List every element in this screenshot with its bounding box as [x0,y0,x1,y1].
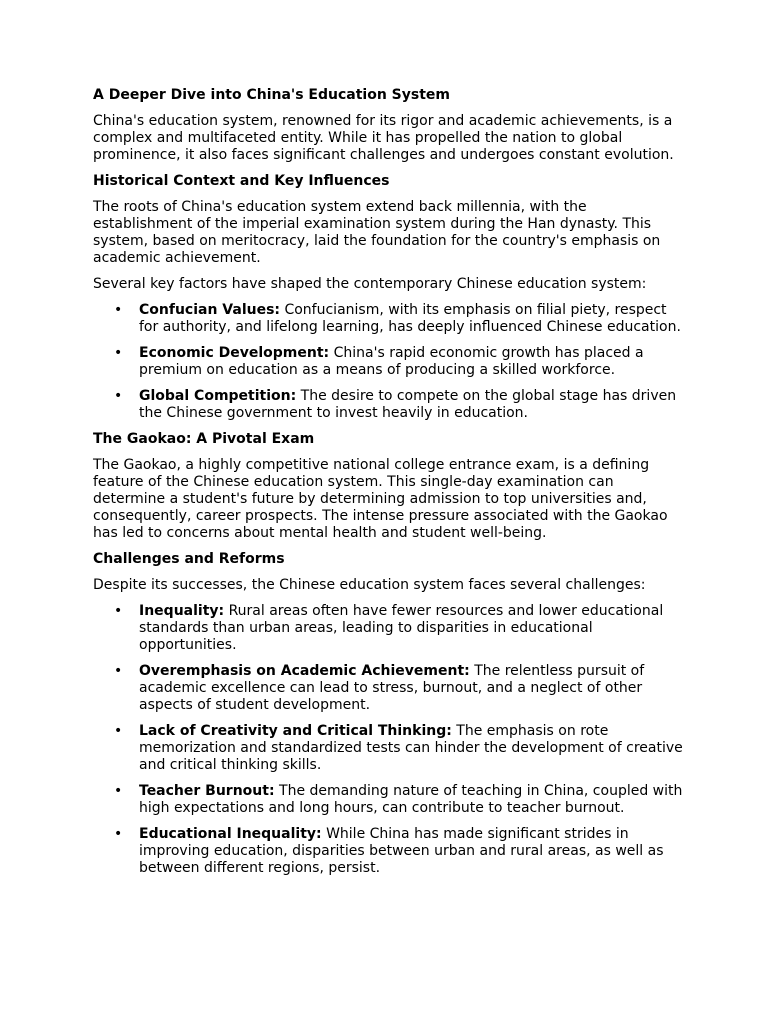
list-item [114,603,683,654]
bullet-icon: • [114,723,123,739]
list-item [114,783,683,817]
list-item-term: Confucian Values: [139,302,281,318]
list-item [114,388,683,422]
list-item-term: Global Competition: [139,388,297,404]
bullet-icon: • [114,783,123,799]
history-lead: Several key factors have shaped the contemporary Chinese education system: [93,276,647,292]
document-title: A Deeper Dive into China's Education System [93,87,450,103]
bullet-icon: • [114,603,123,619]
list-item-term: Overemphasis on Academic Achievement: [139,663,470,679]
list-item-text: China's rapid economic growth has placed a premium on education as a means of producing a skilled workforce. [139,345,644,378]
bullet-icon: • [114,663,123,679]
gaokao-heading: The Gaokao: A Pivotal Exam [93,431,315,447]
list-item-text: The relentless pursuit of academic excellence can lead to stress, burnout, and a neglect of other aspects of student development. [139,663,645,713]
list-item-text: The demanding nature of teaching in China, coupled with high expectations and long hours, can contribute to teacher burnout. [139,783,683,816]
list-item [114,723,683,774]
list-item [114,663,683,714]
bullet-icon: • [114,302,123,318]
intro-paragraph: China's education system, renowned for its rigor and academic achievements, is a complex and multifaceted entity. While it has propelled the nation to global prominence, it also faces significant challenges and undergoes constant evolution. [93,113,674,163]
list-item-text: While China has made significant strides in improving education, disparities between urban and rural areas, as well as between different regions, persist. [139,826,664,876]
list-item-text: Confucianism, with its emphasis on filial piety, respect for authority, and lifelong learning, has deeply influenced Chinese education. [139,302,681,335]
list-item-term: Educational Inequality: [139,826,322,842]
document-body [93,87,683,886]
history-paragraph: The roots of China's education system extend back millennia, with the establishment of the imperial examination system during the Han dynasty. This system, based on meritocracy, laid the foundation for the country's emphasis on academic achievement. [93,199,661,266]
challenges-heading: Challenges and Reforms [93,551,285,567]
list-item-text: Rural areas often have fewer resources and lower educational standards than urban areas, leading to disparities in educational opportunities. [139,603,664,653]
list-item-term: Lack of Creativity and Critical Thinking: [139,723,452,739]
list-item [114,345,683,379]
gaokao-paragraph: The Gaokao, a highly competitive national college entrance exam, is a defining feature of the Chinese education system. This single-day examination can determine a student's future by determining admission to top universities and, consequently, career prospects. The intense pressure associated with the Gaokao has led to concerns about mental health and student well-being. [93,457,668,541]
history-heading: Historical Context and Key Influences [93,173,390,189]
list-item [114,302,683,336]
list-item-text: The emphasis on rote memorization and standardized tests can hinder the development of creative and critical thinking skills. [139,723,683,773]
challenges-list [93,603,683,877]
list-item-term: Economic Development: [139,345,330,361]
list-item-term: Inequality: [139,603,225,619]
history-list [93,302,683,422]
list-item-term: Teacher Burnout: [139,783,275,799]
list-item-text: The desire to compete on the global stage has driven the Chinese government to invest heavily in education. [139,388,677,421]
challenges-lead: Despite its successes, the Chinese education system faces several challenges: [93,577,646,593]
list-item [114,826,683,877]
bullet-icon: • [114,388,123,404]
bullet-icon: • [114,826,123,842]
bullet-icon: • [114,345,123,361]
